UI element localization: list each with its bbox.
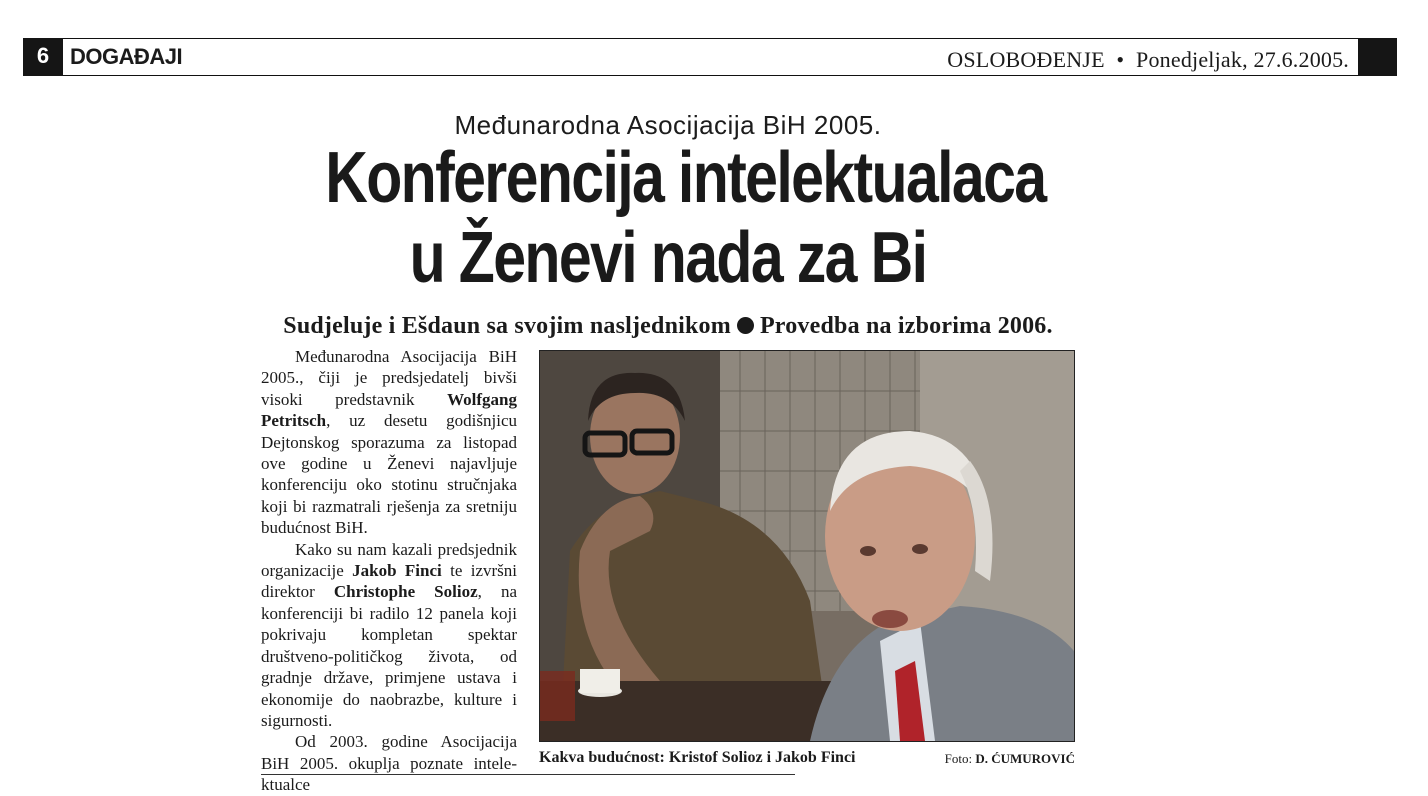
photo-credit-label: Foto: <box>944 751 973 766</box>
bullet-dot-icon <box>737 317 754 334</box>
divider <box>261 774 795 775</box>
photo-illustration <box>540 351 1074 741</box>
person-name: Jakob Finci <box>352 561 442 581</box>
person-name: Christophe Solioz <box>333 582 478 602</box>
article-kicker: Međunarodna Asocijacija BiH 2005. <box>454 110 882 140</box>
text-run: te izvršni direktor <box>261 561 517 602</box>
text-run: Kako su nam kazali predsjednik organizacije <box>261 539 517 581</box>
paragraph-3 <box>261 731 517 795</box>
section-title: DOGAĐAJI <box>70 44 183 69</box>
newspaper-name: OSLOBOĐENJE <box>947 47 1105 72</box>
masthead-info <box>947 45 1349 75</box>
photo-credit <box>945 749 1075 769</box>
headline-line-2: u Ženevi nada za Bi <box>409 218 927 298</box>
photo-caption: Kakva budućnost: Kristof Solioz i Jakob Finci <box>539 749 856 766</box>
issue-date: Ponedjeljak, 27.6.2005. <box>1136 47 1349 72</box>
header-end-block <box>1358 38 1397 76</box>
text-run: , uz desetu godišnjicu Dejtonskog sporazuma za listopad ove godine u Ženevi najavljuje konferenciju oko stotinu stručnjaka koji bi razmatrali rješenja za sretniju budućnost BiH. <box>261 411 517 538</box>
paragraph-1 <box>261 346 517 539</box>
article-body <box>261 346 517 795</box>
article-subhead <box>262 310 1074 342</box>
paragraph-2 <box>261 539 517 732</box>
text-run: , na konferenciji bi radilo 12 panela koji pokrivaju kompletan spektar društveno-političkog života, od gradnje države, primjene ustava i ekonomije do naobrazbe, kulture i sigurnosti. <box>261 582 517 730</box>
bullet-separator: • <box>1116 47 1125 72</box>
page-header <box>23 38 1397 76</box>
person-name: Wolfgang Petritsch <box>261 389 517 431</box>
article-photo <box>539 350 1075 742</box>
text-run: Međunarodna Asocijacija BiH 2005., čiji je predsjedatelj bivši visoki predstavnik <box>261 347 517 409</box>
page-number: 6 <box>23 38 63 76</box>
headline-line-1: Konferencija intelektualaca <box>325 138 1046 218</box>
article-headline <box>250 138 1086 298</box>
text-run: Od 2003. godine Asocijacija BiH 2005. okuplja poznate intelektualce <box>261 732 517 795</box>
subhead-part-1: Sudjeluje i Ešdaun sa svojim nasljednikom <box>283 313 731 339</box>
subhead-part-2: Provedba na izborima 2006. <box>759 313 1053 339</box>
photographer-name: D. ĆUMUROVIĆ <box>975 751 1075 766</box>
